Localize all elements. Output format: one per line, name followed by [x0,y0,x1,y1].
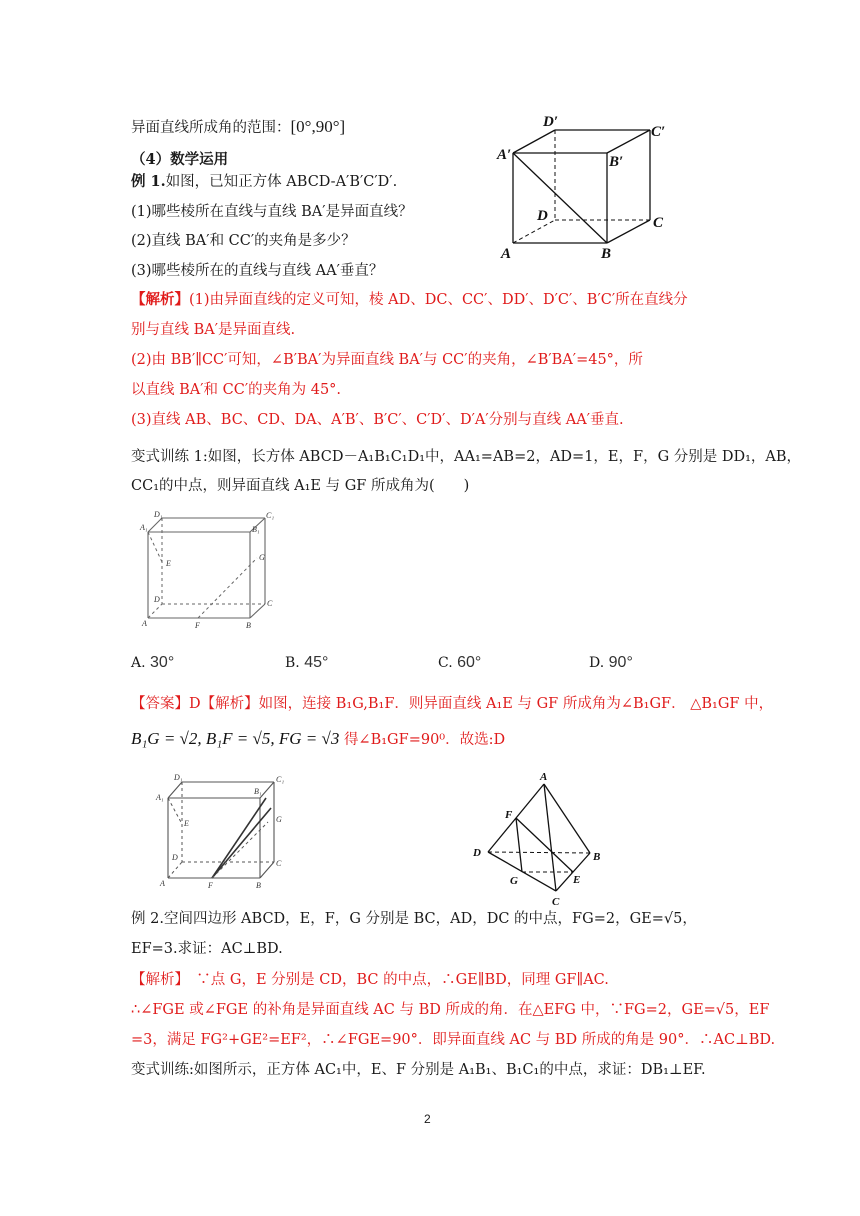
example1-analysis-line2: 别与直线 BA′是异面直线. [131,322,296,338]
box1-label-D1: D₁ [154,510,163,519]
box1-label-B: B [246,621,251,630]
label-C1: C′ [651,124,666,140]
example1-q3: (3)哪些棱所在的直线与直线 AA′垂直？ [131,263,384,279]
label-A: A [501,246,512,262]
example2-line2: EF=3.求证：AC⊥BD. [131,941,283,957]
variant1-answer-line2 [131,729,505,750]
variant1-answer-line1: 【答案】D【解析】如图，连接 B₁G,B₁F．则异面直线 A₁E 与 GF 所成角为∠B₁GF． △B₁GF 中， [131,696,774,712]
option-a[interactable]: A. 30° [131,654,175,671]
option-d[interactable]: D. 90° [589,654,633,671]
answer-tail: 得∠B₁GF=90⁰．故选:D [343,732,506,748]
variant1-line2: CC₁的中点，则异面直线 A₁E 与 GF 所成角为( ) [131,478,470,494]
label-B: B [601,246,612,262]
example2-solution-line1: 【解析】 ∵点 G，E 分别是 CD，BC 的中点，∴GE∥BD，同理 GF∥AC. [131,972,609,988]
box-figure-1 [140,510,280,630]
box2-label-C: C [276,859,282,868]
box1-label-F: F [195,621,200,630]
variant1-line1: 变式训练 1:如图，长方体 ABCD－A₁B₁C₁D₁中，AA₁=AB=2，AD=1，E，F，G 分别是 DD₁，AB， [131,449,802,465]
tetra-label-B: B [593,851,601,863]
range-line: 异面直线所成角的范围：[0°,90°] [131,117,346,136]
tetra-label-D: D [473,847,481,859]
example1-q2: (2)直线 BA′和 CC′的夹角是多少？ [131,233,356,249]
example1-analysis-line3: (2)由 BB′∥CC′可知，∠B′BA′为异面直线 BA′与 CC′的夹角，∠B′BA′=45°，所 [131,352,643,368]
example2-solution-line3: =3，满足 FG²+GE²=EF²，∴∠FGE=90°．即异面直线 AC 与 BD 所成的角是 90°．∴AC⊥BD. [131,1032,776,1048]
box2-label-D: D [172,853,178,862]
example1-analysis-line4: 以直线 BA′和 CC′的夹角为 45°. [131,382,342,398]
tetra-label-E: E [573,874,581,886]
box1-label-G: G [259,553,265,562]
example1-intro: 例 1.如图，已知正方体 ABCD-A′B′C′D′. [131,173,398,190]
tetra-label-F: F [505,809,513,821]
tetra-label-A: A [540,771,548,783]
box2-label-A1: A₁ [156,793,164,802]
box2-label-B1: B₁ [254,787,262,796]
box2-label-F: F [208,881,213,890]
section-title: （4）数学运用 [131,151,229,168]
box2-label-C1: C₁ [276,775,285,784]
box1-label-E: E [166,559,171,568]
label-C: C [653,215,664,231]
box1-label-C: C [267,599,273,608]
box2-label-G: G [276,815,282,824]
example2-line1: 例 2.空间四边形 ABCD，E，F，G 分别是 BC，AD，DC 的中点，FG=2，GE=√5， [131,911,697,927]
tetrahedron-figure [470,770,615,910]
box1-label-C1: C₁ [266,511,275,520]
label-B1: B′ [609,154,624,170]
tetra-label-G: G [510,875,518,887]
box2-label-B: B [256,881,261,890]
example1-q1: (1)哪些棱所在直线与直线 BA′是异面直线？ [131,204,413,220]
example2-variant: 变式训练:如图所示，正方体 AC₁中，E、F 分别是 A₁B₁、B₁C₁的中点，求证：DB₁⊥EF. [131,1062,706,1078]
page-number: 2 [424,1112,431,1126]
box1-label-B1: B₁ [252,525,260,534]
box2-label-E: E [184,819,189,828]
option-c[interactable]: C. 60° [438,654,482,671]
example2-solution-line2: ∴∠FGE 或∠FGE 的补角是异面直线 AC 与 BD 所成的角．在△EFG 中，∵FG=2，GE=√5，EF [131,1002,770,1018]
box2-label-D1: D₁ [174,773,183,782]
cube-figure [495,110,675,265]
label-D1: D′ [543,114,559,130]
range-formula: [0°,90°] [290,117,346,136]
answer-formula: B₁G = √2, B₁F = √5, FG = √3 [131,729,340,748]
label-D: D [537,208,548,224]
option-b[interactable]: B. 45° [285,654,329,671]
box1-label-A: A [142,619,147,628]
tetra-label-C: C [552,896,560,908]
example1-analysis-line5: (3)直线 AB、BC、CD、DA、A′B′、B′C′、C′D′、D′A′分别与直线 AA′垂直. [131,412,624,428]
label-A1: A′ [497,147,512,163]
example1-analysis-line1: 【解析】(1)由异面直线的定义可知，棱 AD、DC、CC′、DD′、D′C′、B′C′所在直线分 [131,291,688,308]
box-figure-2 [150,770,290,890]
box2-label-A: A [160,879,165,888]
box1-label-A1: A₁ [140,523,148,532]
box1-label-D: D [154,595,160,604]
